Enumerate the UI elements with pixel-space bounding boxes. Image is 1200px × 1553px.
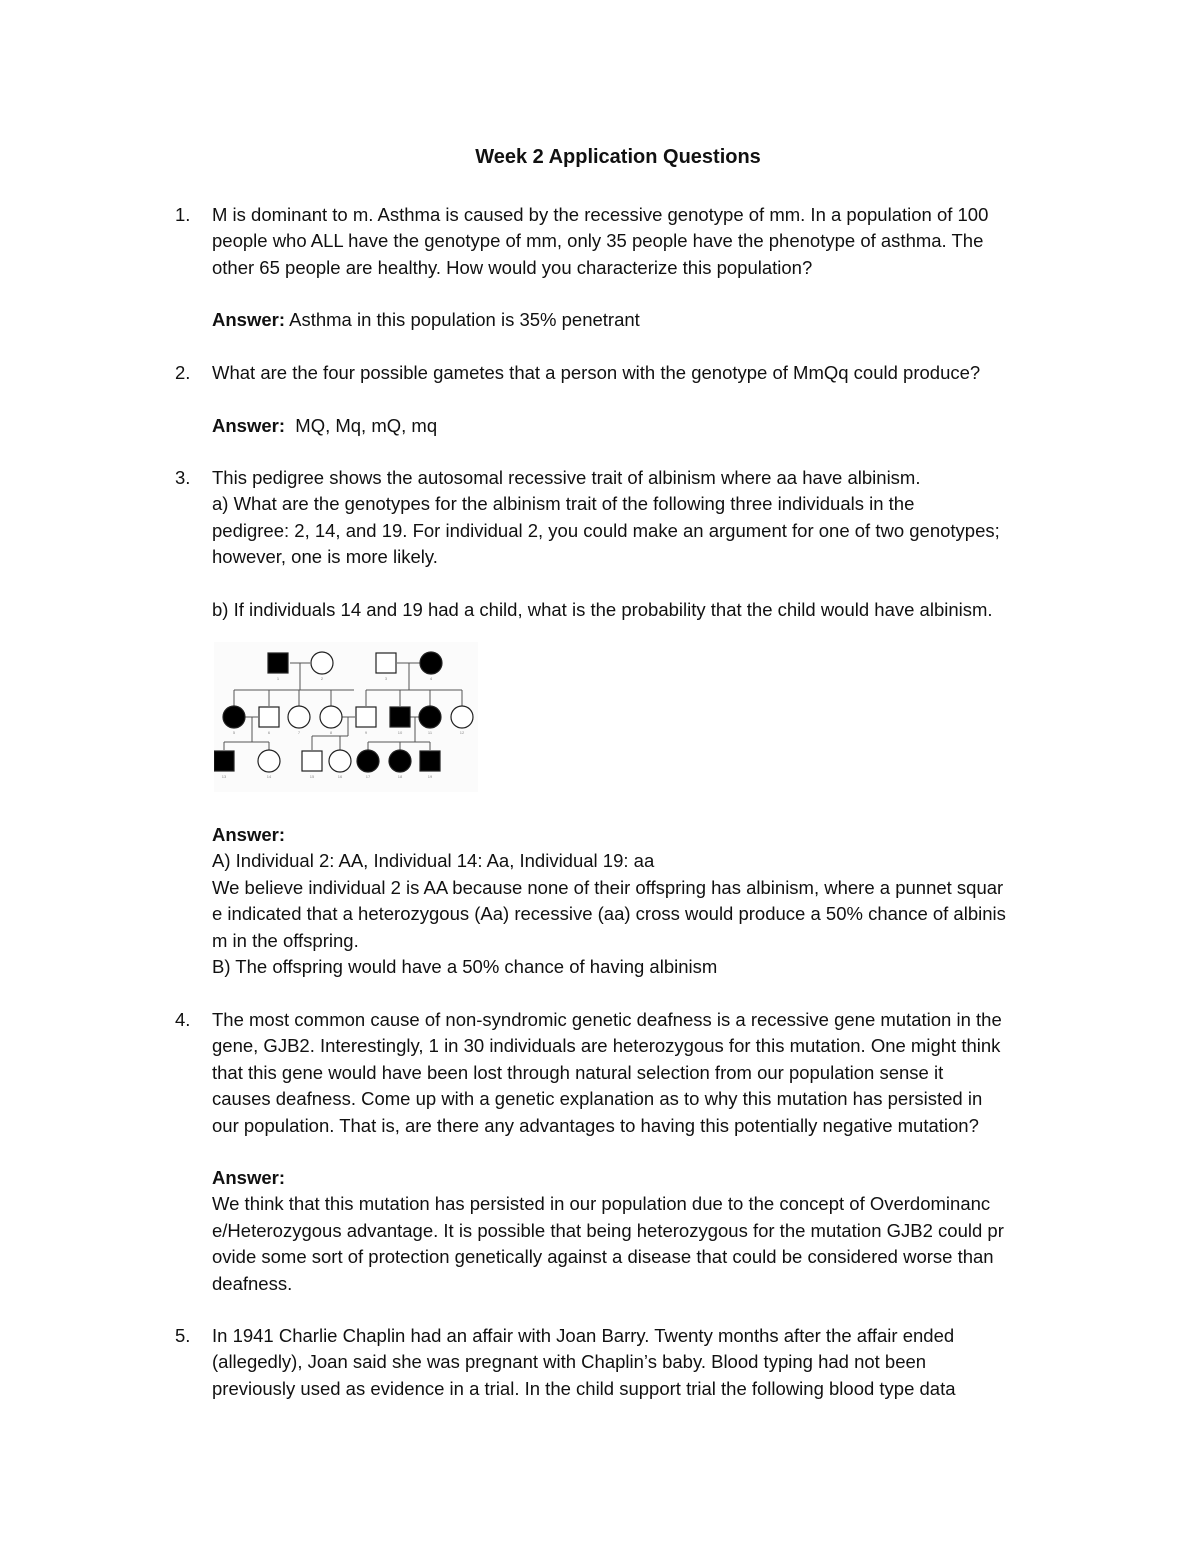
- question-text-line: b) If individuals 14 and 19 had a child, what is the probability that the child would have albinism.: [212, 599, 993, 620]
- pedigree-label: 6: [267, 730, 271, 735]
- question-text-line: In 1941 Charlie Chaplin had an affair with Joan Barry. Twenty months after the affair ended: [212, 1325, 955, 1346]
- question-text-line: What are the four possible gametes that a person with the genotype of MmQq could produce?: [212, 362, 981, 383]
- page-title: Week 2 Application Questions: [475, 146, 761, 168]
- pedigree-individual-9: [356, 707, 376, 727]
- answer-label: Answer:: [212, 824, 285, 845]
- question-text-line: previously used as evidence in a trial. In the child support trial the following blood type data: [212, 1377, 956, 1399]
- answer-text: MQ, Mq, mQ, mq: [285, 415, 438, 436]
- answer-3: [212, 822, 1092, 980]
- question-text-line: causes deafness. Come up with a genetic explanation as to why this mutation has persisted in: [212, 1088, 983, 1110]
- pedigree-label: 4: [429, 676, 433, 681]
- pedigree-label: 18: [397, 774, 403, 779]
- pedigree-label: 3: [384, 676, 388, 681]
- pedigree-individual-10: [390, 707, 410, 727]
- answer-label: Answer:: [212, 1167, 285, 1188]
- answer-text-line: A) Individual 2: AA, Individual 14: Aa, Individual 19: aa: [212, 850, 655, 872]
- question-text-line: a) What are the genotypes for the albinism trait of the following three individuals in the: [212, 493, 915, 515]
- question-4: [175, 1007, 1075, 1139]
- answer-text-line: e/Heterozygous advantage. It is possible that being heterozygous for the mutation GJB2 could pr: [212, 1219, 1004, 1241]
- question-number: 4.: [175, 1009, 191, 1030]
- pedigree-individual-7: [288, 706, 310, 728]
- answer-label: Answer:: [212, 309, 285, 330]
- pedigree-label: 2: [320, 676, 324, 681]
- pedigree-individual-19: [420, 751, 440, 771]
- question-number: 1.: [175, 204, 191, 225]
- question-text-line: The most common cause of non-syndromic genetic deafness is a recessive gene mutation in the: [212, 1009, 1002, 1030]
- question-text-line: pedigree: 2, 14, and 19. For individual 2, you could make an argument for one of two genotypes;: [212, 519, 1000, 541]
- pedigree-label: 12: [459, 730, 465, 735]
- pedigree-individual-3: [376, 653, 396, 673]
- answer-text-line: We think that this mutation has persisted in our population due to the concept of Overdominanc: [212, 1193, 991, 1215]
- answer-text-line: e indicated that a heterozygous (Aa) recessive (aa) cross would produce a 50% chance of albinis: [212, 903, 1006, 925]
- question-3-part-b: [212, 597, 1092, 623]
- pedigree-label: 1: [276, 676, 280, 681]
- pedigree-label: 19: [427, 774, 433, 779]
- question-text-line: (allegedly), Joan said she was pregnant with Chaplin’s baby. Blood typing had not been: [212, 1351, 927, 1373]
- question-number: 2.: [175, 362, 191, 383]
- question-1: [175, 202, 1075, 281]
- question-text-line: however, one is more likely.: [212, 546, 438, 568]
- pedigree-individual-16: [329, 750, 351, 772]
- answer-label: Answer:: [212, 415, 285, 436]
- pedigree-label: 13: [221, 774, 227, 779]
- pedigree-individual-11: [419, 706, 441, 728]
- pedigree-individual-12: [451, 706, 473, 728]
- pedigree-label: 15: [309, 774, 315, 779]
- answer-4: [212, 1165, 1092, 1297]
- pedigree-label: 14: [266, 774, 272, 779]
- pedigree-individual-1: [268, 653, 288, 673]
- answer-text-line: ovide some sort of protection genetically against a disease that could be considered worse than: [212, 1246, 994, 1268]
- answer-2: [212, 413, 1092, 439]
- question-text-line: other 65 people are healthy. How would you characterize this population?: [212, 256, 813, 278]
- question-number: 3.: [175, 467, 191, 488]
- pedigree-individual-5: [223, 706, 245, 728]
- question-text-line: our population. That is, are there any advantages to having this potentially negative mutation?: [212, 1114, 979, 1136]
- answer-text: Asthma in this population is 35% penetrant: [285, 309, 640, 330]
- question-text-line: M is dominant to m. Asthma is caused by the recessive genotype of mm. In a population of 100: [212, 204, 989, 225]
- pedigree-individual-15: [302, 751, 322, 771]
- pedigree-label: 7: [297, 730, 301, 735]
- answer-text-line: B) The offspring would have a 50% chance of having albinism: [212, 956, 718, 978]
- answer-text-line: m in the offspring.: [212, 929, 359, 951]
- pedigree-individual-8: [320, 706, 342, 728]
- pedigree-individual-13: [214, 751, 234, 771]
- question-number: 5.: [175, 1325, 191, 1346]
- question-2: [175, 360, 1075, 386]
- pedigree-individual-2: [311, 652, 333, 674]
- pedigree-label: 9: [364, 730, 368, 735]
- question-text-line: This pedigree shows the autosomal recessive trait of albinism where aa have albinism.: [212, 467, 921, 488]
- answer-1: [212, 307, 1092, 333]
- pedigree-label: 5: [232, 730, 236, 735]
- pedigree-individual-18: [389, 750, 411, 772]
- question-text-line: that this gene would have been lost through natural selection from our population sense it: [212, 1061, 944, 1083]
- pedigree-chart: [214, 642, 478, 792]
- question-3: [175, 465, 1075, 571]
- pedigree-label: 8: [329, 730, 333, 735]
- pedigree-label: 10: [397, 730, 403, 735]
- pedigree-individual-6: [259, 707, 279, 727]
- pedigree-individual-17: [357, 750, 379, 772]
- answer-text-line: deafness.: [212, 1272, 293, 1294]
- pedigree-individual-4: [420, 652, 442, 674]
- question-text-line: gene, GJB2. Interestingly, 1 in 30 individuals are heterozygous for this mutation. One might think: [212, 1035, 1001, 1057]
- pedigree-label: 17: [365, 774, 371, 779]
- question-text-line: people who ALL have the genotype of mm, only 35 people have the phenotype of asthma. The: [212, 230, 984, 252]
- pedigree-label: 11: [427, 730, 433, 735]
- pedigree-label: 16: [337, 774, 343, 779]
- question-5: [175, 1323, 1075, 1402]
- pedigree-individual-14: [258, 750, 280, 772]
- answer-text-line: We believe individual 2 is AA because none of their offspring has albinism, where a punnet squar: [212, 876, 1004, 898]
